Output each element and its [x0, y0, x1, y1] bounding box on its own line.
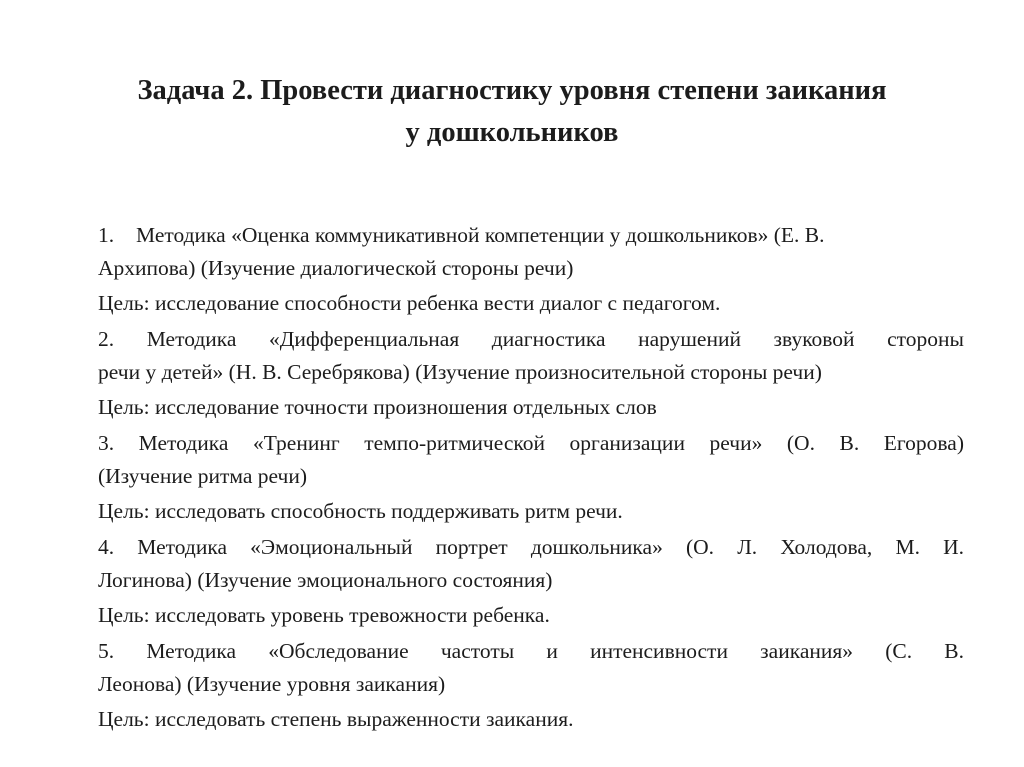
methods-list — [98, 219, 964, 739]
method-5-line-2: Леонова) (Изучение уровня заикания) — [98, 672, 446, 696]
slide-title — [40, 70, 984, 154]
method-1-goal: Цель: исследование способности ребенка вести диалог с педагогом. — [98, 291, 721, 315]
method-item-2 — [98, 323, 964, 424]
slide-title-line-2: у дошкольников — [405, 117, 619, 148]
method-item-5 — [98, 635, 964, 736]
method-3-line-1: 3. Методика «Тренинг темпо-ритмической организации речи» (О. В. Егорова) — [98, 431, 964, 455]
method-3-line-2: (Изучение ритма речи) — [98, 464, 308, 488]
method-2-goal: Цель: исследование точности произношения отдельных слов — [98, 395, 657, 419]
slide-title-line-1: Задача 2. Провести диагностику уровня степени заикания — [137, 75, 887, 106]
method-2-line-1: 2. Методика «Дифференциальная диагностика нарушений звуковой стороны — [98, 327, 964, 351]
method-1-line-2: Архипова) (Изучение диалогической стороны речи) — [98, 256, 574, 280]
method-4-line-2: Логинова) (Изучение эмоционального состояния) — [98, 568, 553, 592]
method-1-number: 1. — [98, 223, 115, 247]
method-4-goal: Цель: исследовать уровень тревожности ребенка. — [98, 603, 550, 627]
method-5-goal: Цель: исследовать степень выраженности заикания. — [98, 707, 574, 731]
method-5-line-1: 5. Методика «Обследование частоты и интенсивности заикания» (С. В. — [98, 639, 964, 663]
method-item-1 — [98, 219, 964, 320]
method-1-line-1 — [98, 219, 964, 252]
method-4-line-1: 4. Методика «Эмоциональный портрет дошкольника» (О. Л. Холодова, М. И. — [98, 535, 964, 559]
method-item-4 — [98, 531, 964, 632]
method-2-line-2: речи у детей» (Н. В. Серебрякова) (Изучение произносительной стороны речи) — [98, 360, 822, 384]
method-1-title: Методика «Оценка коммуникативной компетенции у дошкольников» (Е. В. — [136, 223, 825, 247]
method-item-3 — [98, 427, 964, 528]
method-3-goal: Цель: исследовать способность поддерживать ритм речи. — [98, 499, 623, 523]
